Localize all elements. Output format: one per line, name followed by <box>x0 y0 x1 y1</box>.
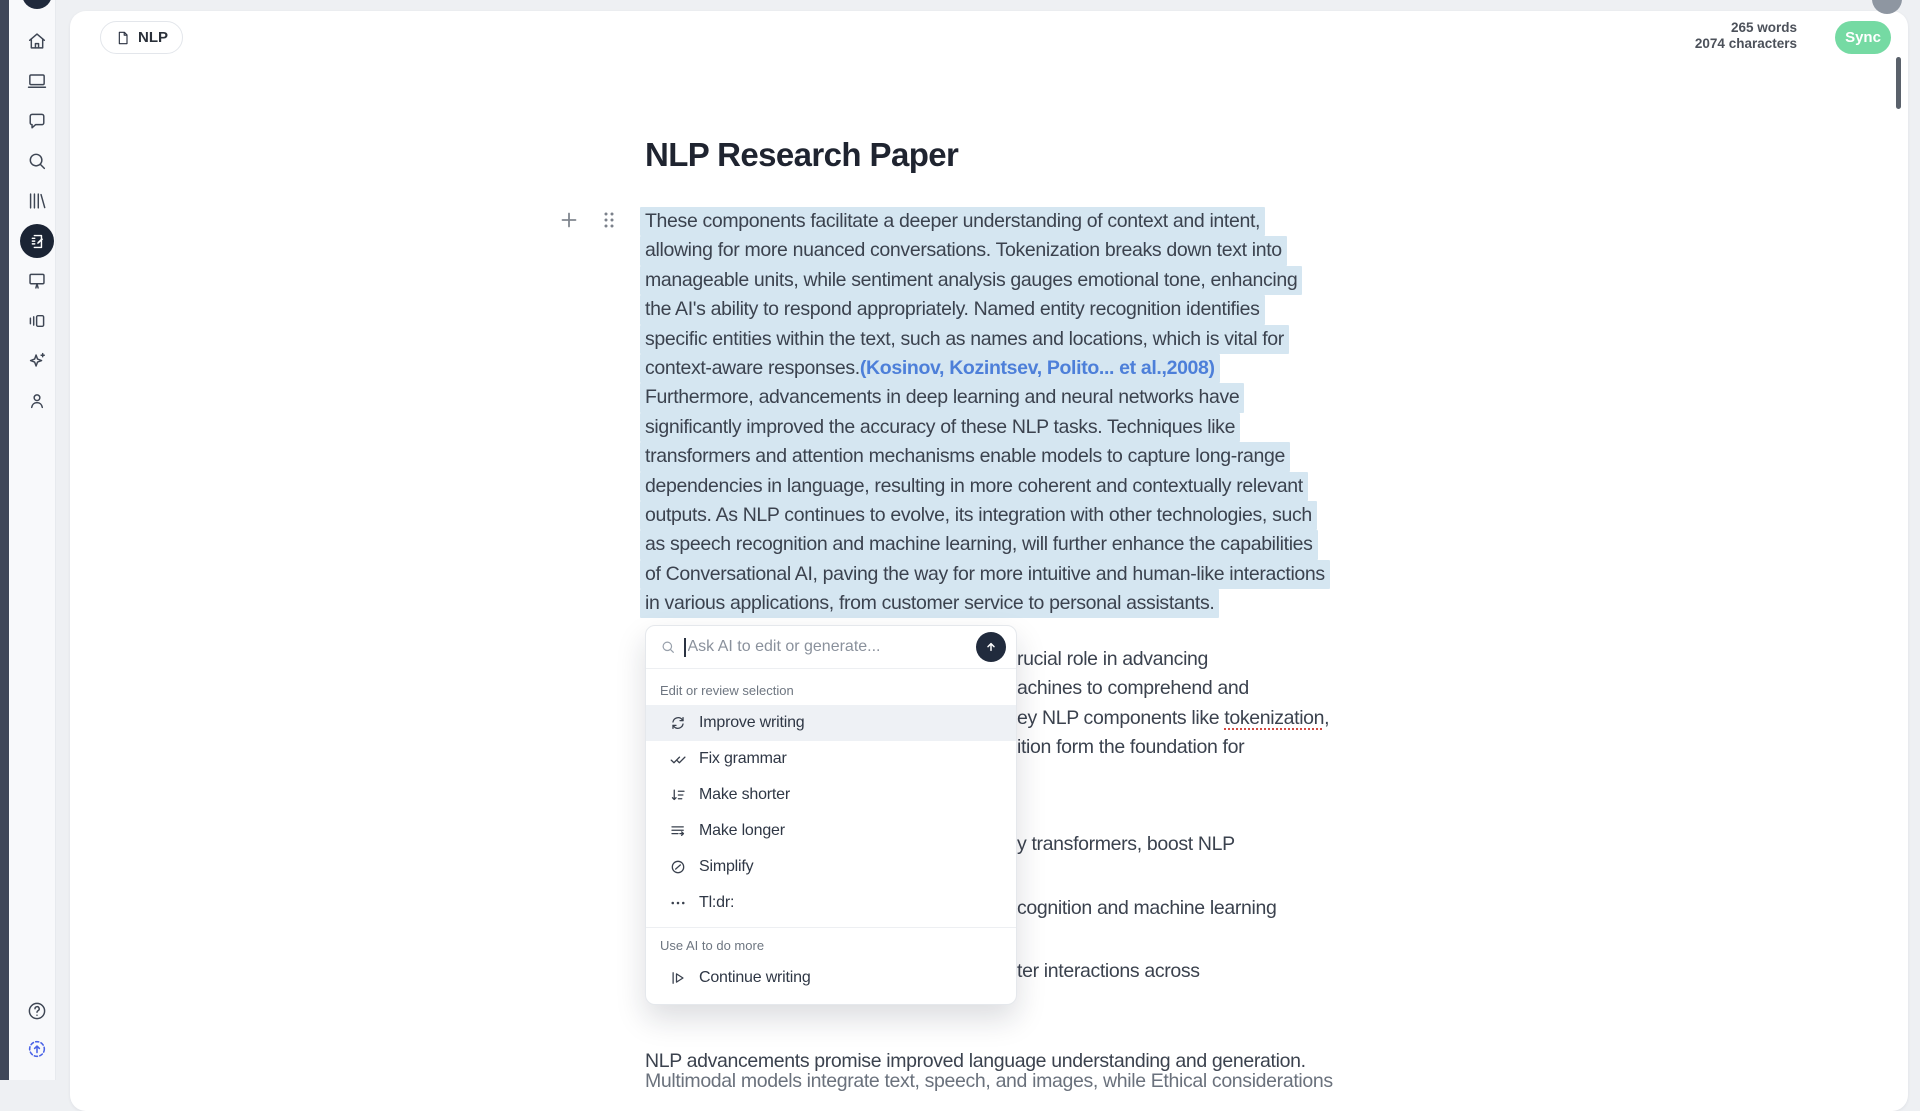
paragraph-line: the AI's ability to respond appropriately. Named entity recognition identifies <box>645 295 1405 324</box>
search-icon[interactable] <box>26 150 48 172</box>
menu-item-make-longer[interactable]: Make longer <box>646 813 1016 849</box>
continue-writing-icon <box>669 969 687 987</box>
menu-item-fix-grammar[interactable]: Fix grammar <box>646 741 1016 777</box>
selected-paragraph[interactable] <box>645 207 1405 618</box>
occluded-text-fragment: ition form the foundation for <box>1017 736 1245 758</box>
paragraph-line: context-aware responses.(Kosinov, Kozintsev, Polito... et al.,2008) <box>645 354 1405 383</box>
paragraph-line: These components facilitate a deeper understanding of context and intent, <box>645 207 1405 236</box>
paragraph-line: significantly improved the accuracy of these NLP tasks. Techniques like <box>645 413 1405 442</box>
drag-handle-icon[interactable] <box>597 208 621 232</box>
simplify-icon <box>669 858 687 876</box>
misspelled-word: tokenization <box>1224 707 1325 729</box>
paragraph-line: Furthermore, advancements in deep learning and neural networks have <box>645 383 1405 412</box>
ai-prompt-row <box>646 626 1016 669</box>
occluded-text-fragment: ter interactions across <box>1017 960 1200 982</box>
ai-section-label: Edit or review selection <box>660 683 794 698</box>
paragraph-line: manageable units, while sentiment analysis gauges emotional tone, enhancing <box>645 266 1405 295</box>
paragraph-line: as speech recognition and machine learning, will further enhance the capabilities <box>645 530 1405 559</box>
occluded-text-fragment: rucial role in advancing <box>1017 648 1209 670</box>
workspace-avatar[interactable] <box>22 0 52 9</box>
paragraph-line: allowing for more nuanced conversations. Tokenization breaks down text into <box>645 236 1405 265</box>
account-icon[interactable] <box>26 390 48 412</box>
word-count: 265 words <box>1730 20 1797 35</box>
citation-link[interactable]: (Kosinov, Kozintsev, Polito... et al.,2008) <box>859 356 1215 379</box>
chat-icon[interactable] <box>26 110 48 132</box>
menu-item-tldr[interactable]: Tl:dr: <box>646 885 1016 921</box>
ai-assistant-menu <box>645 625 1017 1005</box>
page-title: NLP Research Paper <box>645 136 959 173</box>
search-icon <box>660 639 676 655</box>
library-icon[interactable] <box>26 190 48 212</box>
occluded-text-fragment: y transformers, boost NLP <box>1017 833 1235 855</box>
double-check-icon <box>669 750 687 768</box>
help-icon[interactable] <box>26 1000 48 1022</box>
occluded-text-fragment: ey NLP components like tokenization, <box>1017 707 1330 729</box>
devices-icon[interactable] <box>26 70 48 92</box>
app-edge-strip <box>0 0 9 1080</box>
scrollbar-thumb[interactable] <box>1896 57 1901 109</box>
menu-item-continue-writing[interactable]: Continue writing <box>646 960 1016 996</box>
whiteboard-icon[interactable] <box>26 270 48 292</box>
occluded-text-fragment: cognition and machine learning <box>1017 897 1277 919</box>
sync-translate-icon[interactable] <box>26 1038 48 1060</box>
document-icon <box>115 30 131 46</box>
make-shorter-icon <box>669 786 687 804</box>
cards-icon[interactable] <box>26 310 48 332</box>
paragraph-line: in various applications, from customer service to personal assistants. <box>645 589 1405 618</box>
paragraph-line: outputs. As NLP continues to evolve, its integration with other technologies, such <box>645 501 1405 530</box>
paragraph-line: of Conversational AI, paving the way for more intuitive and human-like interactions <box>645 560 1405 589</box>
ellipsis-icon <box>669 894 687 912</box>
menu-item-make-shorter[interactable]: Make shorter <box>646 777 1016 813</box>
ai-submit-button[interactable] <box>976 632 1006 662</box>
sync-button[interactable]: Sync <box>1835 21 1891 54</box>
arrow-up-icon <box>983 639 999 655</box>
add-block-button[interactable] <box>557 208 581 232</box>
sidebar <box>9 0 56 1080</box>
make-longer-icon <box>669 822 687 840</box>
ai-section-label: Use AI to do more <box>660 938 765 953</box>
sidebar-item-editor-active[interactable] <box>20 224 54 258</box>
paragraph-line: transformers and attention mechanisms enable models to capture long-range <box>645 442 1405 471</box>
document-tab-label: NLP <box>138 29 168 46</box>
doc-stats <box>1695 20 1797 52</box>
partially-visible-line: Multimodal models integrate text, speech, and images, while Ethical considerations <box>645 1070 1333 1092</box>
char-count: 2074 characters <box>1694 36 1797 51</box>
text-caret <box>684 638 686 657</box>
improve-writing-icon <box>669 714 687 732</box>
paragraph-line: specific entities within the text, such as names and locations, which is vital for <box>645 325 1405 354</box>
document-card <box>70 11 1908 1111</box>
paragraph-line: dependencies in language, resulting in more coherent and contextually relevant <box>645 472 1405 501</box>
sparkles-icon[interactable] <box>26 350 48 372</box>
paragraph-line: NLP advancements promise improved language understanding and generation. <box>645 1050 1306 1072</box>
ai-prompt-input[interactable] <box>688 638 977 656</box>
home-icon[interactable] <box>26 30 48 52</box>
occluded-text-fragment: achines to comprehend and <box>1017 677 1249 699</box>
menu-item-simplify[interactable]: Simplify <box>646 849 1016 885</box>
menu-item-improve-writing[interactable]: Improve writing <box>646 705 1016 741</box>
document-tab[interactable] <box>100 21 183 54</box>
